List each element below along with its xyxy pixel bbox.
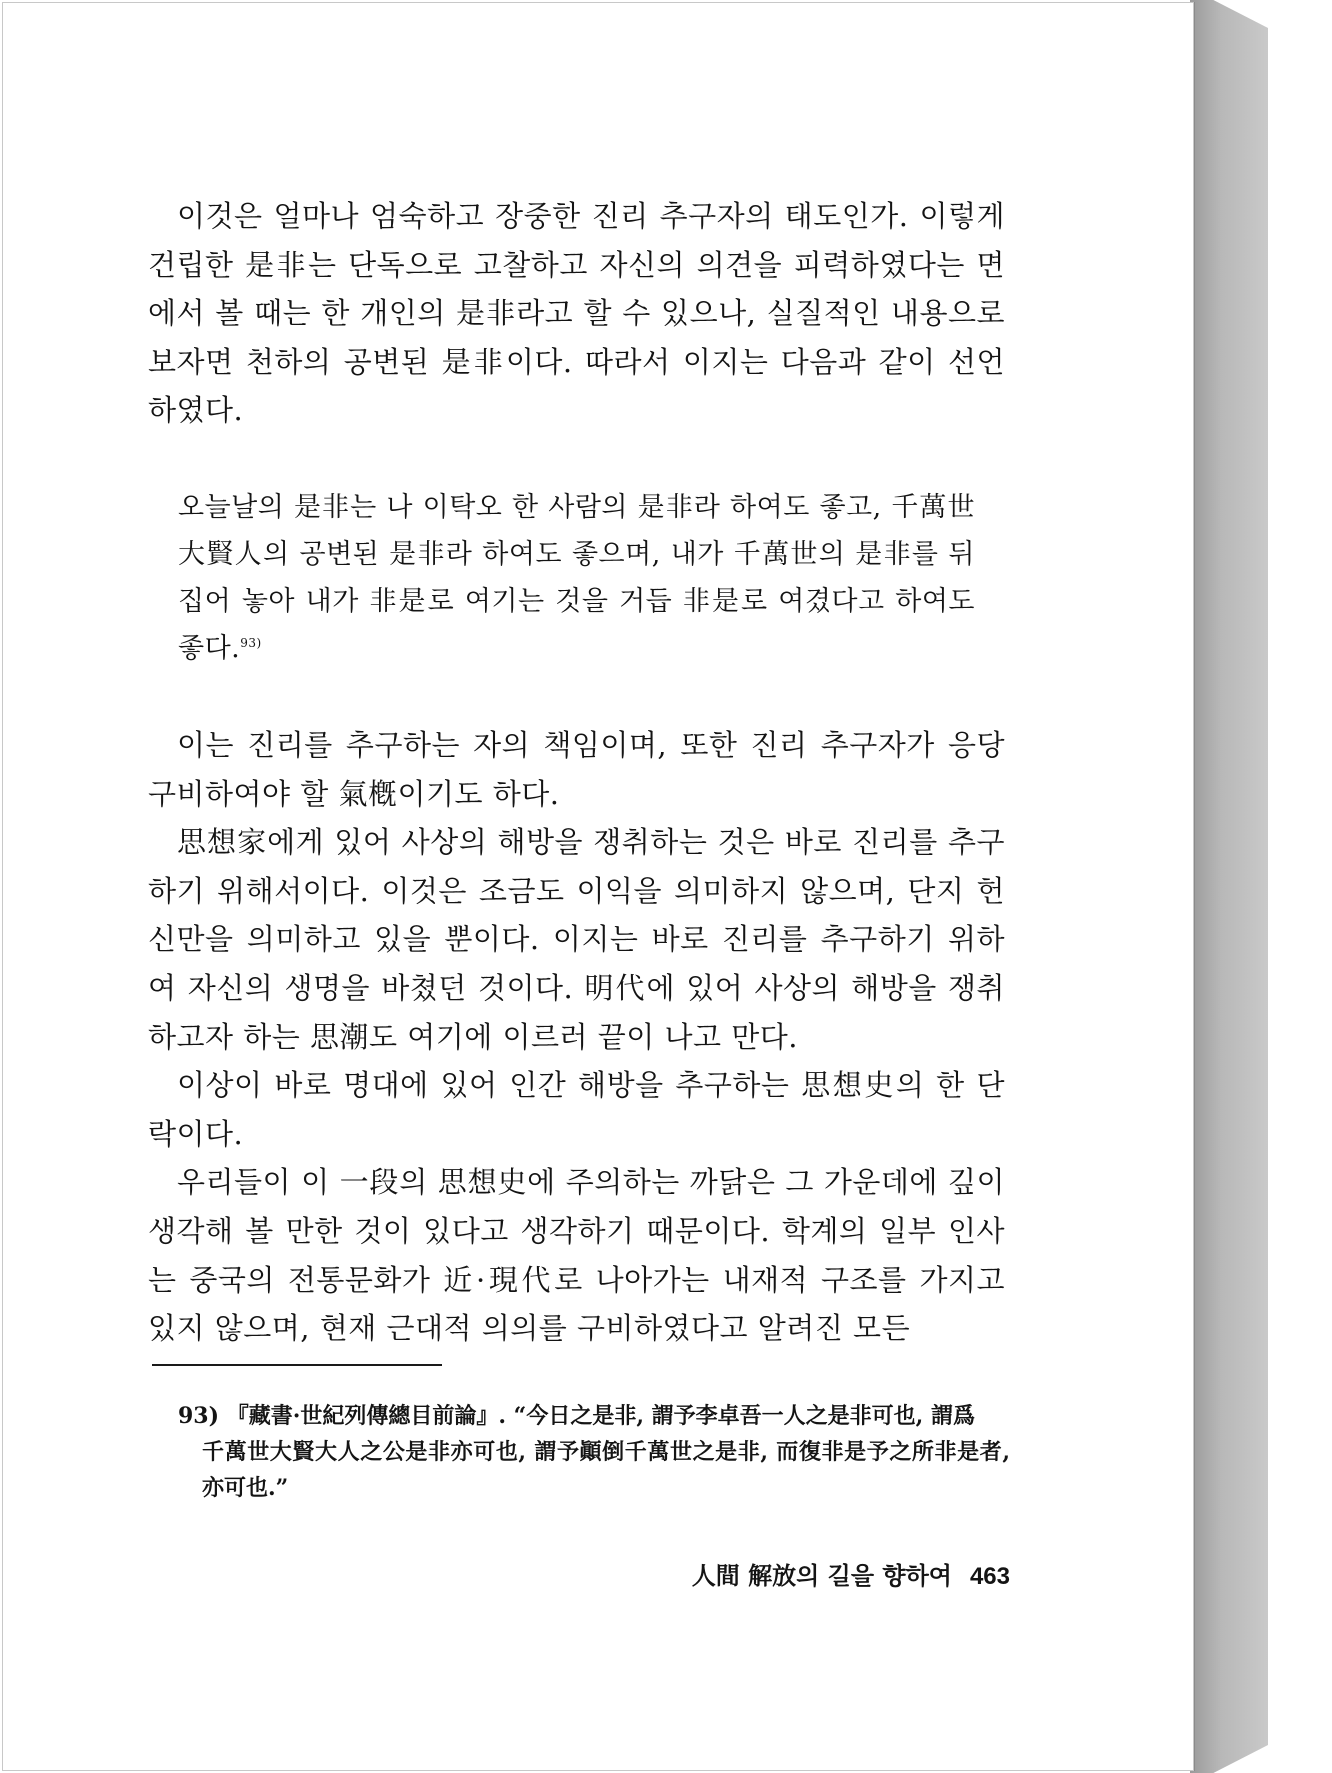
running-footer (680, 1556, 1010, 1591)
paragraph-1: 이것은 얼마나 엄숙하고 장중한 진리 추구자의 태도인가. 이렇게 건립한 是非는 단독으로 고찰하고 자신의 의견을 피력하였다는 면에서 볼 때는 한 개인의 是非라고 할 수 있으나, 실질적인 내용으로 보자면 천하의 공변된 是非이다. 따라서 이지는 다음과 같이 선언하였다. (148, 199, 1005, 428)
page-number: 463 (969, 1563, 1010, 1590)
paragraph-5: 우리들이 이 一段의 思想史에 주의하는 까닭은 그 가운데에 깊이 생각해 볼 만한 것이 있다고 생각하기 때문이다. 학계의 일부 인사는 중국의 전통문화가 近·現代로 나아가는 내재적 구조를 가지고 있지 않으며, 현재 근대적 의의를 구비하였다고 알려진 모든 (148, 1165, 1005, 1346)
paragraph-4: 이상이 바로 명대에 있어 인간 해방을 추구하는 思想史의 한 단락이다. (148, 1068, 1005, 1151)
footnote-line-1: 『藏書·世紀列傳總目前論』. “今日之是非, 謂予李卓吾一人之是非可也, 謂爲 (226, 1403, 975, 1429)
footnote-number: 93) (178, 1403, 220, 1429)
body-text (148, 192, 1005, 1353)
footnote-line-2: 千萬世大賢大人之公是非亦可也, 謂予顚倒千萬世之是非, 而復非是予之所非是者, 亦可也.” (202, 1439, 1010, 1501)
block-quote (178, 484, 975, 672)
footnote (178, 1398, 1010, 1506)
footnote-divider (152, 1364, 442, 1366)
block-quote-text: 오늘날의 是非는 나 이탁오 한 사람의 是非라 하여도 좋고, 千萬世 大賢人의 공변된 是非라 하여도 좋으며, 내가 千萬世의 是非를 뒤집어 놓아 내가 非是로 여기는 것을 거듭 非是로 여겼다고 하여도 좋다. (178, 491, 975, 664)
paragraph-3: 思想家에게 있어 사상의 해방을 쟁취하는 것은 바로 진리를 추구하기 위해서이다. 이것은 조금도 이익을 의미하지 않으며, 단지 헌신만을 의미하고 있을 뿐이다. 이지는 바로 진리를 추구하기 위하여 자신의 생명을 바쳤던 것이다. 明代에 있어 사상의 해방을 쟁취하고자 하는 思潮도 여기에 이르러 끝이 나고 만다. (148, 825, 1005, 1054)
paragraph-2: 이는 진리를 추구하는 자의 책임이며, 또한 진리 추구자가 응당 구비하여야 할 氣槪이기도 하다. (148, 727, 1005, 811)
running-title: 人間 解放의 길을 향하여 (691, 1561, 952, 1590)
footnote-ref: 93) (240, 635, 262, 650)
page-edge (1190, 0, 1268, 1773)
